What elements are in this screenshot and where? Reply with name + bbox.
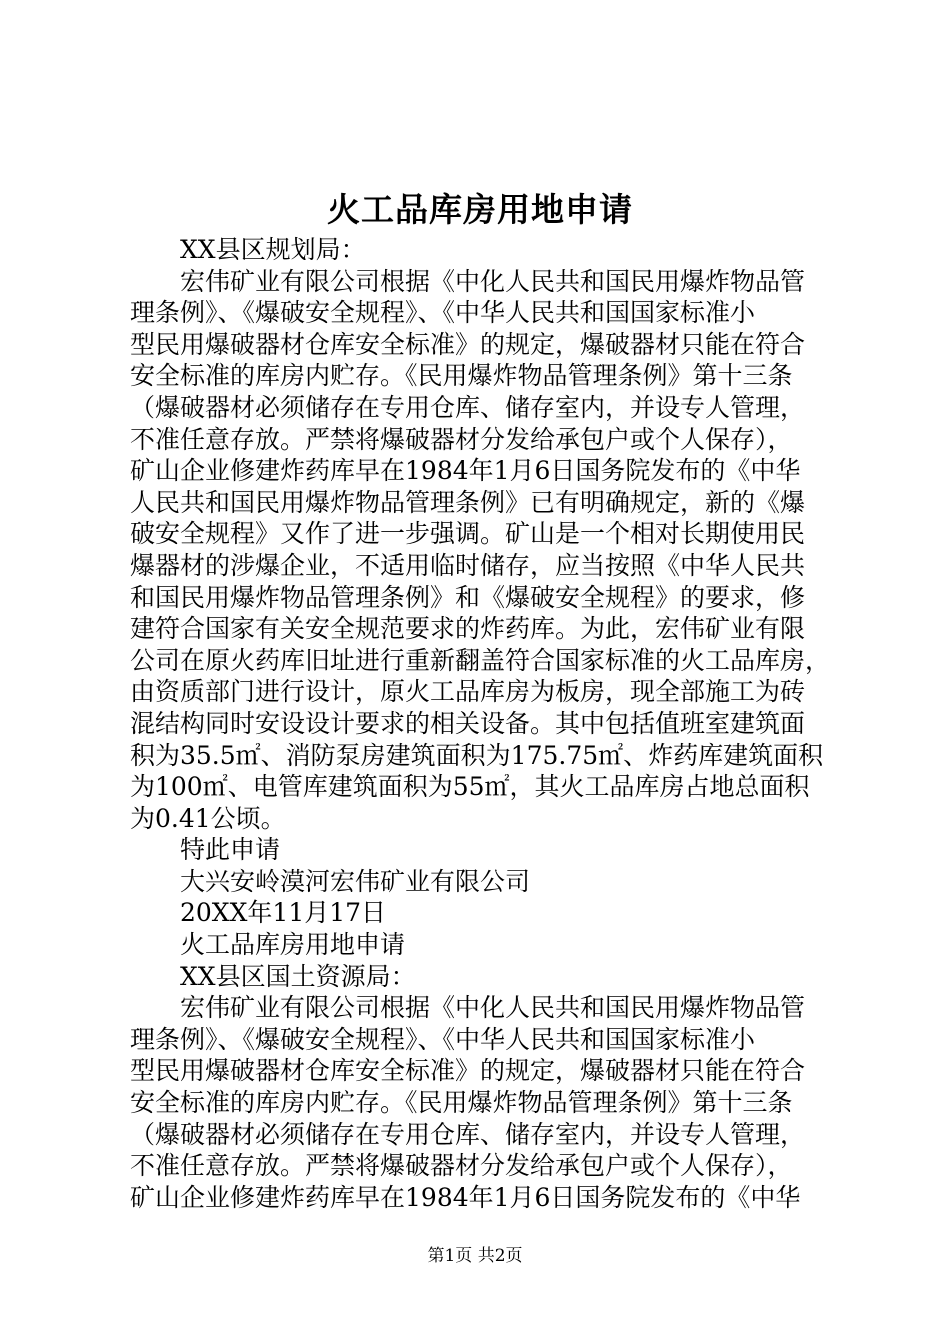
document-page xyxy=(130,186,830,1213)
body-line: 建符合国家有关安全规范要求的炸药库。为此，宏伟矿业有限 xyxy=(130,614,806,644)
body-line: 型民用爆破器材仓库安全标准》的规定，爆破器材只能在符合 xyxy=(130,1056,806,1086)
body-line: 理条例》、《爆破安全规程》、《中华人民共和国国家标准小 xyxy=(130,298,756,328)
body-line: 矿山企业修建炸药库早在1984年1月6日国务院发布的《中华 xyxy=(130,1182,801,1212)
body-line: 破安全规程》又作了进一步强调。矿山是一个相对长期使用民 xyxy=(130,519,806,549)
second-application-title: 火工品库房用地申请 xyxy=(180,930,406,960)
body-line: （爆破器材必须储存在专用仓库、储存室内，并设专人管理， xyxy=(130,392,806,422)
body-line: 为0.41公顷。 xyxy=(130,803,286,833)
body-line: 混结构同时安设设计要求的相关设备。其中包括值班室建筑面 xyxy=(130,708,806,738)
body-line: 不准任意存放。严禁将爆破器材分发给承包户或个人保存）， xyxy=(130,1151,793,1181)
body-line: 由资质部门进行设计，原火工品库房为板房，现全部施工为砖 xyxy=(130,677,806,707)
body-line: 人民共和国民用爆炸物品管理条例》已有明确规定，新的《爆 xyxy=(130,487,806,517)
body-line: 宏伟矿业有限公司根据《中化人民共和国民用爆炸物品管 xyxy=(180,266,806,296)
body-line: 爆器材的涉爆企业，不适用临时储存，应当按照《中华人民共 xyxy=(130,550,806,580)
company-signature: 大兴安岭漠河宏伟矿业有限公司 xyxy=(180,866,531,896)
addressee-planning-bureau: XX县区规划局： xyxy=(180,235,366,264)
addressee-land-resources-bureau: XX县区国土资源局： xyxy=(180,961,416,991)
body-line: 不准任意存放。严禁将爆破器材分发给承包户或个人保存）， xyxy=(130,424,793,454)
closing-text: 特此申请 xyxy=(180,835,281,865)
body-line: （爆破器材必须储存在专用仓库、储存室内，并设专人管理， xyxy=(130,1119,806,1149)
body-paragraph-2 xyxy=(130,992,830,1213)
body-line: 安全标准的库房内贮存。《民用爆炸物品管理条例》第十三条 xyxy=(130,361,793,391)
document-title: 火工品库房用地申请 xyxy=(327,190,633,229)
body-line: 型民用爆破器材仓库安全标准》的规定，爆破器材只能在符合 xyxy=(130,329,806,359)
body-line: 公司在原火药库旧址进行重新翻盖符合国家标准的火工品库房， xyxy=(130,645,831,675)
body-line: 理条例》、《爆破安全规程》、《中华人民共和国国家标准小 xyxy=(130,1024,756,1054)
body-line: 矿山企业修建炸药库早在1984年1月6日国务院发布的《中华 xyxy=(130,456,801,486)
body-line: 和国民用爆炸物品管理条例》和《爆破安全规程》的要求，修 xyxy=(130,582,806,612)
body-line: 安全标准的库房内贮存。《民用爆炸物品管理条例》第十三条 xyxy=(130,1088,793,1118)
body-line: 为100㎡、电管库建筑面积为55㎡，其火工品库房占地总面积 xyxy=(130,772,810,802)
page-number-footer: 第1页 共2页 xyxy=(427,1246,523,1266)
body-line: 积为35.5㎡、消防泵房建筑面积为175.75㎡、炸药库建筑面积 xyxy=(130,740,824,770)
application-date: 20XX年11月17日 xyxy=(180,898,387,928)
body-paragraph-1 xyxy=(130,266,830,835)
body-line: 宏伟矿业有限公司根据《中化人民共和国民用爆炸物品管 xyxy=(180,993,806,1023)
